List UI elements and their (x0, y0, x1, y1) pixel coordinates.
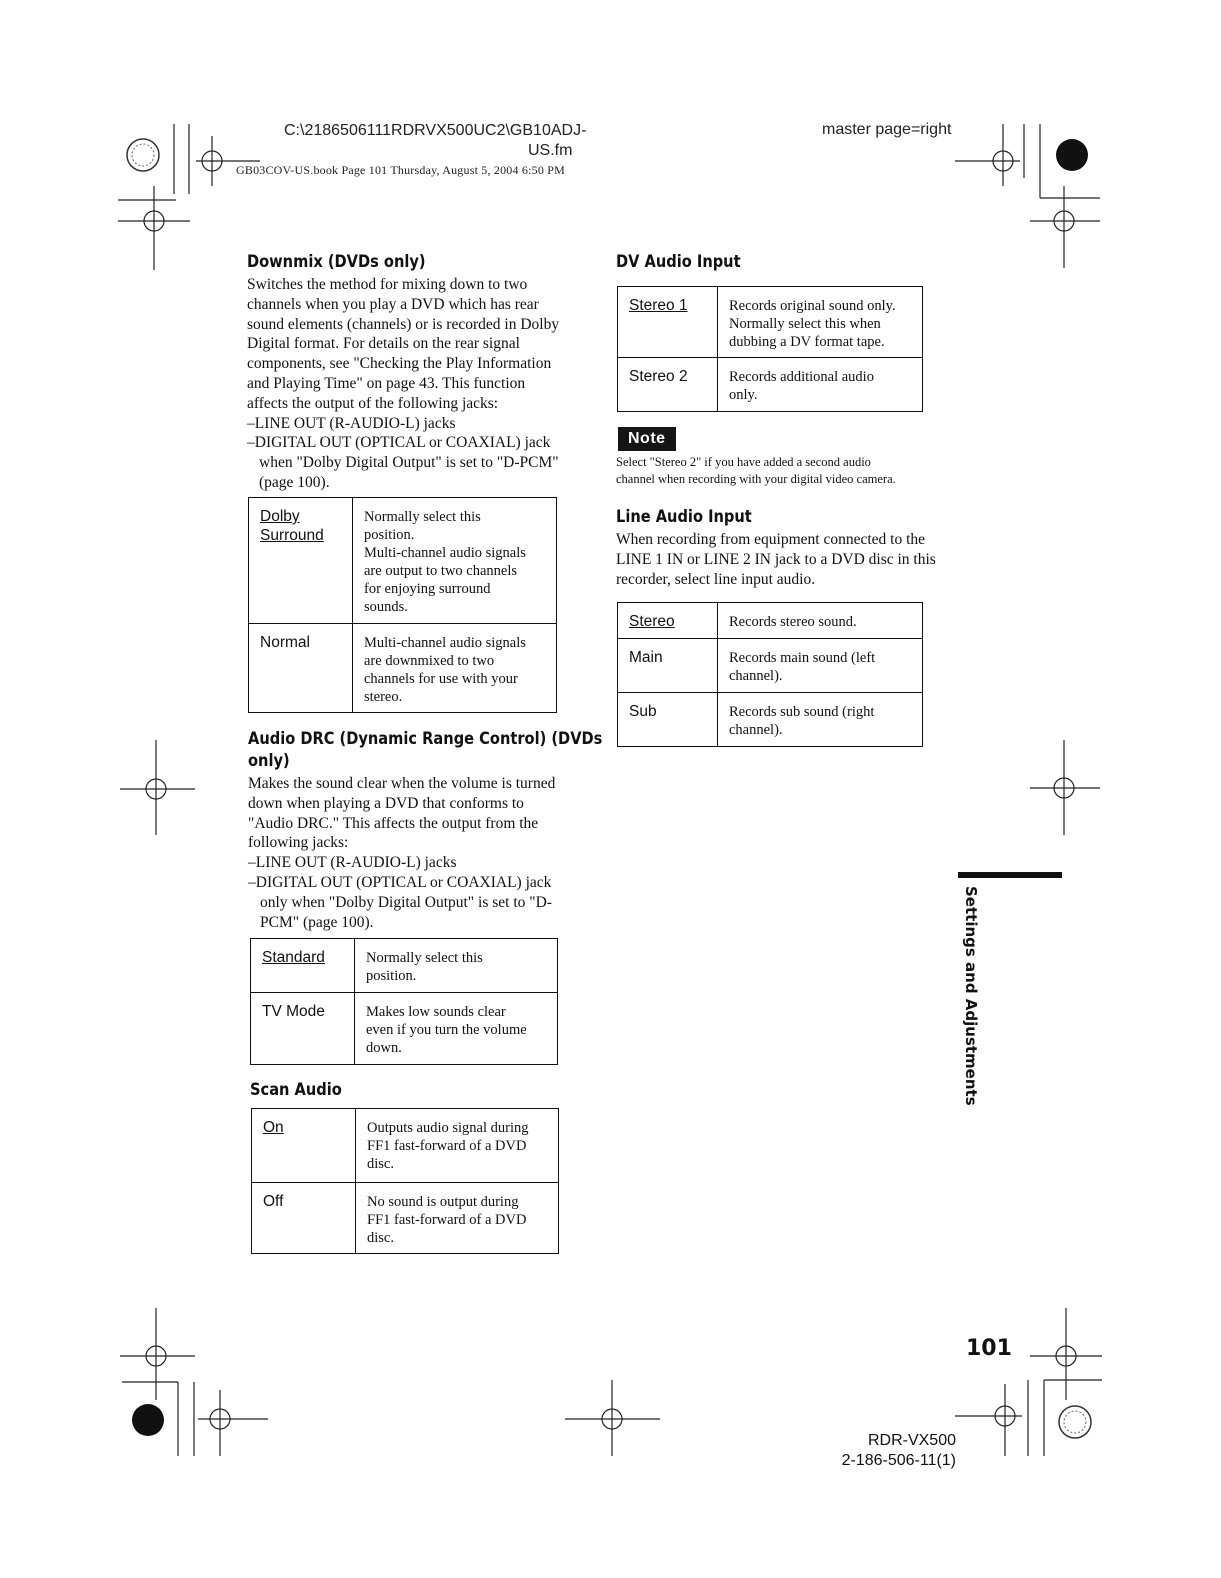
footer-model: RDR-VX500 (867, 1432, 956, 1449)
option-description: No sound is output during FF1 fast-forward of a DVD disc. (356, 1183, 559, 1254)
jack-item: –LINE OUT (R-AUDIO-L) jacks (247, 414, 456, 432)
option-description: Records sub sound (right channel). (718, 693, 923, 747)
table-row (251, 993, 558, 1065)
table-row (251, 939, 558, 993)
option-key: Off (252, 1183, 356, 1254)
jack-item: –DIGITAL OUT (OPTICAL or COAXIAL) jack (247, 434, 551, 452)
option-description: Outputs audio signal during FF1 fast-forward of a DVD disc. (356, 1109, 559, 1183)
option-description: Multi-channel audio signals are downmixed to two channels for use with your stereo. (353, 624, 557, 713)
table-row (252, 1183, 559, 1254)
text-line: channels when you play a DVD which has rear (247, 295, 539, 313)
text-line: recorder, select line input audio. (616, 570, 816, 588)
table-row (618, 693, 923, 747)
option-key: On (252, 1109, 356, 1183)
line-audio-options-table (617, 602, 923, 747)
jack-item: –LINE OUT (R-AUDIO-L) jacks (248, 854, 457, 872)
audio-drc-options-table (250, 938, 558, 1065)
downmix-options-table (248, 497, 557, 713)
option-description: Makes low sounds clear even if you turn the volume down. (355, 993, 558, 1065)
master-page-label: master page=right (822, 121, 952, 138)
option-key: Standard (251, 939, 355, 993)
table-row (618, 639, 923, 693)
text-line: Makes the sound clear when the volume is turned (248, 775, 556, 792)
table-row (618, 603, 923, 639)
text-line: down when playing a DVD that conforms to (248, 794, 524, 812)
option-key: Stereo (618, 603, 718, 639)
audio-drc-description (248, 774, 593, 932)
downmix-description (247, 275, 592, 493)
option-key: Main (618, 639, 718, 693)
book-info-line: GB03COV-US.book Page 101 Thursday, August 5, 2004 6:50 PM (236, 163, 565, 177)
text-line: affects the output of the following jacks: (247, 394, 499, 412)
text-line: Digital format. For details on the rear signal (247, 335, 520, 353)
option-description: Normally select this position. (355, 939, 558, 993)
jack-item-cont: only when "Dolby Digital Output" is set to "D- (260, 893, 552, 911)
text-line: and Playing Time" on page 43. This function (247, 374, 526, 392)
audio-drc-heading-line2: only) (248, 751, 290, 771)
dv-audio-options-table (617, 286, 923, 412)
jack-item: –DIGITAL OUT (OPTICAL or COAXIAL) jack (248, 873, 552, 891)
footer-code: 2-186-506-11(1) (841, 1452, 956, 1469)
jack-item-cont: PCM" (page 100). (260, 913, 374, 931)
option-description: Records stereo sound. (718, 603, 923, 639)
scan-audio-heading: Scan Audio (250, 1080, 342, 1100)
option-description: Records main sound (left channel). (718, 639, 923, 693)
text-line: following jacks: (248, 834, 349, 852)
audio-drc-heading-line1: Audio DRC (Dynamic Range Control) (DVDs (248, 729, 603, 749)
option-key: TV Mode (251, 993, 355, 1065)
table-row (618, 287, 923, 358)
option-key: Sub (618, 693, 718, 747)
jack-item-cont: (page 100). (259, 473, 330, 491)
line-audio-heading: Line Audio Input (616, 507, 752, 527)
scan-audio-options-table (251, 1108, 559, 1254)
option-description: Normally select this position. Multi-channel audio signals are output to two channels for enjoying surround sounds. (353, 498, 557, 624)
jack-item-cont: when "Dolby Digital Output" is set to "D-PCM" (259, 454, 559, 472)
file-path-line2: US.fm (528, 142, 573, 159)
text-line: sound elements (channels) or is recorded in Dolby (247, 315, 560, 333)
text-line: "Audio DRC." This affects the output from the (248, 814, 539, 832)
downmix-heading: Downmix (DVDs only) (247, 252, 426, 272)
option-key: Normal (249, 624, 353, 713)
text-line: components, see "Checking the Play Information (247, 355, 552, 373)
note-text: Select "Stereo 2" if you have added a second audio channel when recording with your digital video camera. (616, 455, 896, 486)
table-row (249, 498, 557, 624)
option-key: Stereo 2 (618, 358, 718, 412)
text-line: When recording from equipment connected to the (616, 531, 926, 548)
option-key: Stereo 1 (618, 287, 718, 358)
option-key: Dolby Surround (249, 498, 353, 624)
section-side-tab: Settings and Adjustments (962, 886, 980, 1106)
page-number: 101 (966, 1336, 1012, 1361)
dv-audio-heading: DV Audio Input (616, 252, 741, 272)
text-line: LINE 1 IN or LINE 2 IN jack to a DVD disc in this (616, 550, 936, 568)
table-row (618, 358, 923, 412)
option-description: Records original sound only. Normally select this when dubbing a DV format tape. (718, 287, 923, 358)
file-path-line1: C:\2186506111RDRVX500UC2\GB10ADJ- (284, 122, 587, 139)
line-audio-description (616, 530, 961, 589)
note-badge: Note (618, 427, 676, 451)
table-row (249, 624, 557, 713)
option-description: Records additional audio only. (718, 358, 923, 412)
text-line: Switches the method for mixing down to two (247, 276, 528, 293)
table-row (252, 1109, 559, 1183)
